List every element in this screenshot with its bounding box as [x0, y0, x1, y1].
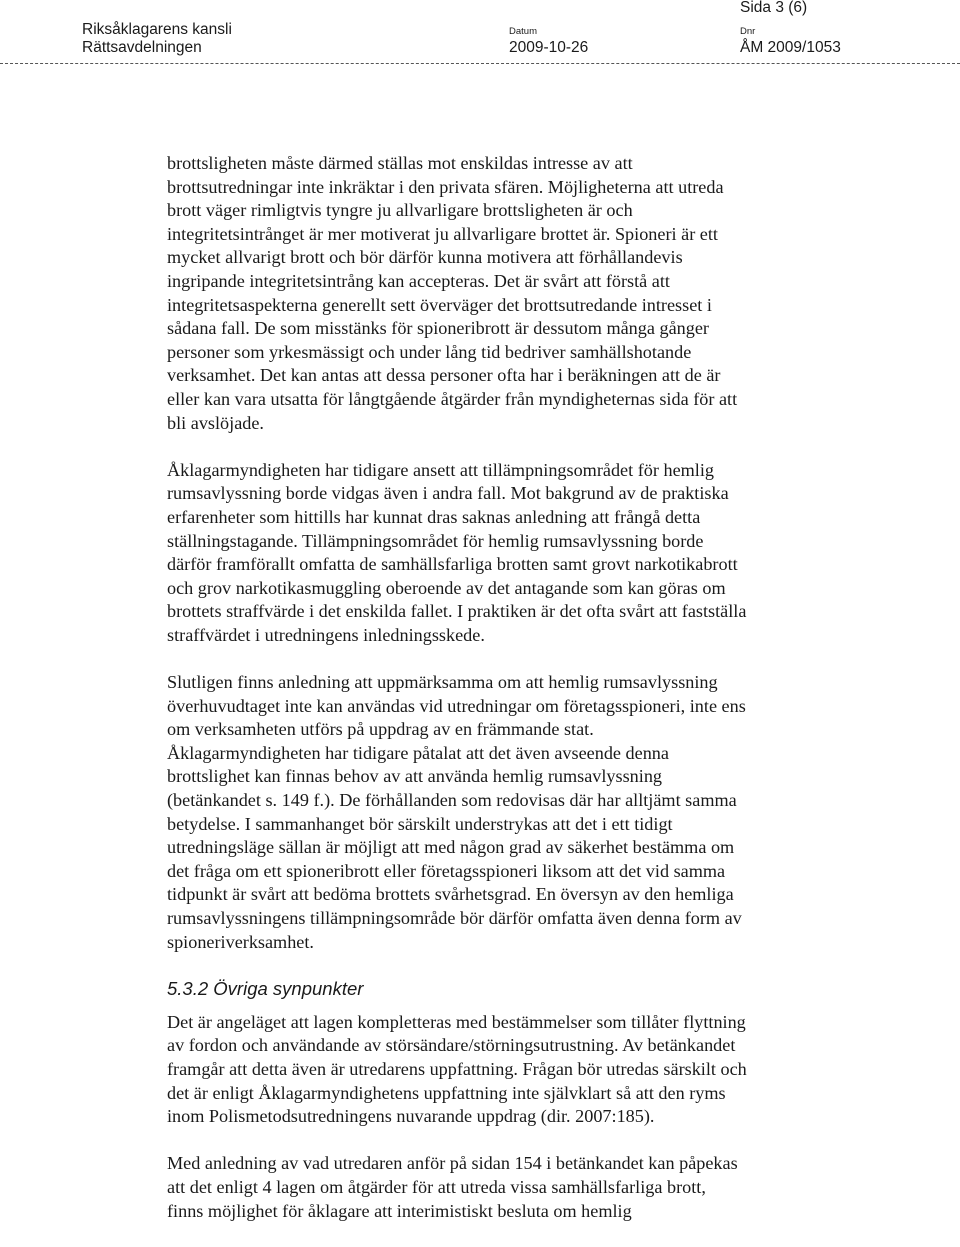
- text-line: det är enligt Åklagarmyndighetens uppfattning inte självklart så att den ryms: [167, 1082, 726, 1103]
- section-heading: 5.3.2 Övriga synpunkter: [167, 977, 364, 999]
- header-dnr: ÅM 2009/1053: [740, 39, 841, 56]
- header-date: 2009-10-26: [509, 39, 589, 56]
- section-paragraphs: [167, 152, 847, 954]
- text-line: Med anledning av vad utredaren anför på sidan 154 i betänkandet kan påpekas: [167, 1153, 738, 1174]
- text-line: betydelse. I sammanhanget bör särskilt understrykas att det i ett tidigt: [167, 813, 673, 834]
- text-line: inom Polismetodsutredningens nuvarande uppdrag (dir. 2007:185).: [167, 1106, 655, 1127]
- text-line: sådana fall. De som misstänks för spioneribrott är dessutom många gånger: [167, 318, 709, 339]
- header-date-label: Datum: [509, 26, 537, 37]
- header-dnr-label: Dnr: [740, 26, 756, 37]
- text-line: det fråga om ett spioneribrott eller företagsspioneri liksom att det vid samma: [167, 860, 726, 881]
- text-line: integritetsaspekterna generellt sett överväger det brottsutredande intresset i: [167, 294, 712, 315]
- text-line: spioneriverksamhet.: [167, 931, 314, 952]
- text-line: att det enligt 4 lagen om åtgärder för att utreda vissa samhällsfarliga brott,: [167, 1176, 706, 1197]
- text-line: brottslighet kan finnas behov av att använda hemlig rumsavlyssning: [167, 766, 663, 787]
- text-line: (betänkandet s. 149 f.). De förhållanden som redovisas där har alltjämt samma: [167, 790, 737, 811]
- text-line: Åklagarmyndigheten har tidigare påtalat att det även avseende denna: [167, 742, 669, 763]
- text-line: ingripande integritetsintrång kan accepteras. Det är svårt att förstå att: [167, 270, 670, 291]
- text-line: bli avslöjade.: [167, 412, 264, 433]
- section-paragraphs-2: [167, 1011, 847, 1223]
- text-line: utredningsläge sällan är möjligt att med någon grad av säkerhet bestämma om: [167, 837, 735, 858]
- text-line: framgår att detta även är utredarens uppfattning. Frågan bör utredas särskilt och: [167, 1058, 747, 1079]
- paragraph: [167, 459, 847, 648]
- text-line: mycket allvarigt brott och bör därför kunna motivera att förhållandevis: [167, 247, 683, 268]
- text-line: erfarenheter som hittills har kunnat dras saknas anledning att frångå detta: [167, 506, 701, 527]
- text-line: eller kan vara utsatta för långtgående åtgärder från myndigheternas sida för att: [167, 388, 738, 409]
- text-line: rumsavlyssningens tillämpningsområde bör därför omfatta även denna form av: [167, 908, 742, 928]
- header-divider: [0, 63, 960, 64]
- text-line: av fordon och användande av störsändare/störningsutrustning. Av betänkandet: [167, 1035, 736, 1056]
- text-line: om verksamheten utförs på uppdrag av en främmande stat.: [167, 719, 594, 740]
- text-line: brott väger rimligtvis tyngre ju allvarligare brottsligheten är och: [167, 200, 633, 221]
- text-line: och grov narkotikasmuggling oberoende av det antagande som kan göras om: [167, 577, 726, 598]
- text-line: rumsavlyssning borde vidgas även i andra fall. Mot bakgrund av de praktiska: [167, 483, 729, 504]
- text-line: straffvärdet i utredningens inledningsskede.: [167, 624, 485, 645]
- paragraph: [167, 1011, 847, 1129]
- text-line: Slutligen finns anledning att uppmärksamma om att hemlig rumsavlyssning: [167, 672, 718, 693]
- text-line: brottsligheten måste därmed ställas mot enskildas intresse av att: [167, 153, 633, 173]
- header-unit: Rättsavdelningen: [82, 39, 202, 56]
- header-page-number: Sida 3 (6): [740, 0, 808, 16]
- header-org: Riksåklagarens kansli: [82, 21, 232, 38]
- text-line: integritetsintrånget är mer motiverat ju allvarligare brottet är. Spioneri är ett: [167, 223, 718, 244]
- text-line: verksamhet. Det kan antas att dessa personer ofta har i beräkningen att de är: [167, 365, 721, 386]
- text-line: därför framförallt omfatta de samhällsfarliga brotten samt grovt narkotikabrott: [167, 554, 738, 575]
- text-line: brottsutredningar inte inkräktar i den privata sfären. Möjligheterna att utreda: [167, 176, 724, 197]
- text-line: brottets straffvärde i det enskilda fallet. I praktiken är det ofta svårt att fastställa: [167, 601, 747, 622]
- text-line: tidpunkt är svårt att bedöma brottets svårhetsgrad. En översyn av den hemliga: [167, 884, 734, 905]
- text-line: Det är angeläget att lagen kompletteras med bestämmelser som tillåter flyttning: [167, 1011, 746, 1032]
- text-line: finns möjlighet för åklagare att interimistiskt besluta om hemlig: [167, 1200, 632, 1221]
- document-body: [167, 152, 847, 1247]
- paragraph: [167, 152, 847, 435]
- text-line: ställningstagande. Tillämpningsområdet för hemlig rumsavlyssning borde: [167, 530, 704, 551]
- text-line: personer som yrkesmässigt och under lång tid bedriver samhällshotande: [167, 341, 692, 362]
- paragraph: [167, 1152, 847, 1223]
- text-line: Åklagarmyndigheten har tidigare ansett att tillämpningsområdet för hemlig: [167, 459, 714, 480]
- text-line: överhuvudtaget inte kan användas vid utredningar om företagsspioneri, inte ens: [167, 695, 746, 716]
- paragraph: [167, 671, 847, 954]
